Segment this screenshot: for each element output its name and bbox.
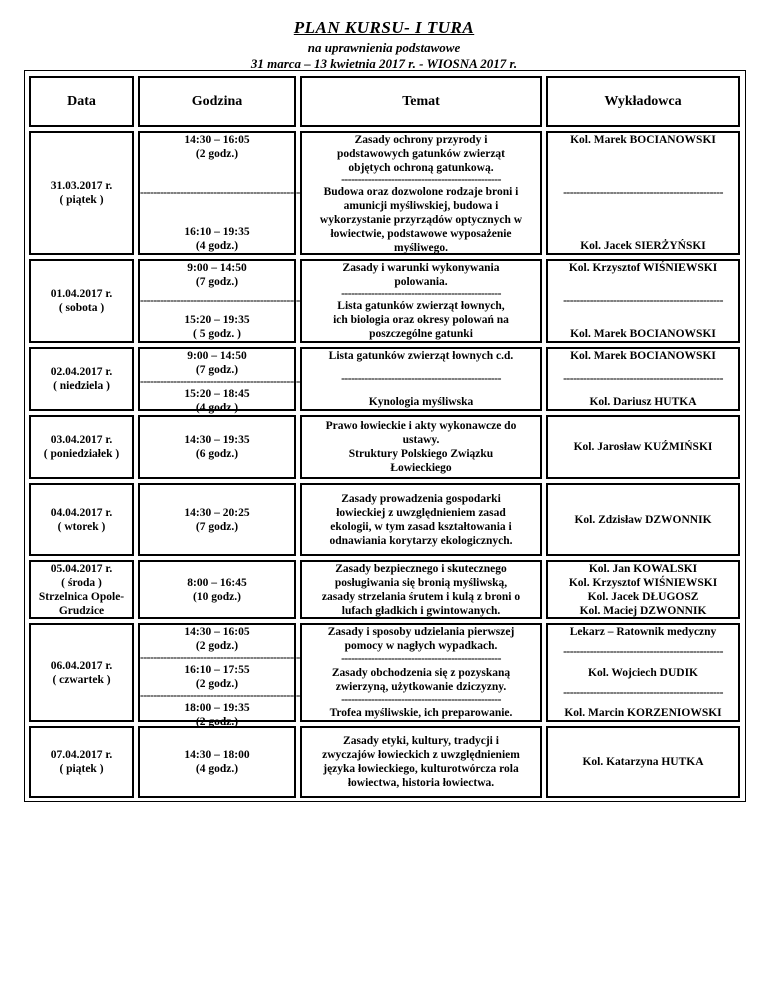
time-part-line: 15:20 – 18:45 [184, 388, 250, 400]
topic-part-line: ekologii, w tym zasad kształtowania i [330, 520, 512, 533]
date-text-line: 06.04.2017 r. [50, 659, 113, 672]
time-part [140, 748, 294, 776]
topic-part-line: amunicji myśliwskiej, budowa i [343, 200, 499, 212]
lecturer-cell [546, 415, 740, 479]
time-part-line: (2 godz.) [195, 678, 239, 690]
time-part-line: 16:10 – 19:35 [184, 226, 250, 238]
separator-dashes: ------------------------------------------------ [563, 187, 723, 199]
time-part-line: 8:00 – 16:45 [187, 576, 247, 589]
topic-part-line: poszczególne gatunki [369, 328, 473, 340]
time-part-line: 14:30 – 18:00 [184, 749, 250, 761]
topic-part [302, 666, 540, 694]
topic-part [302, 261, 540, 289]
topic-cell [300, 623, 542, 722]
topic-part-line: Zasady i warunki wykonywania [342, 262, 500, 274]
time-part-line: (7 godz.) [195, 364, 239, 376]
topic-part [302, 185, 540, 255]
topic-part-line: Trofea myśliwskie, ich preparowanie. [329, 707, 513, 719]
topic-part-line: Prawo łowieckie i akty wykonawcze do [325, 420, 517, 432]
time-part-line: 18:00 – 19:35 [184, 702, 250, 714]
date-cell [29, 726, 134, 798]
time-part [140, 313, 294, 341]
topic-part-line: Lista gatunków zwierząt łownych c.d. [328, 350, 514, 362]
time-part [140, 349, 294, 377]
time-cell [138, 347, 300, 414]
time-part-line: ( 5 godz. ) [193, 328, 241, 340]
header-temat-label: Temat [402, 93, 440, 109]
date-text-line: Strzelnica Opole- [38, 590, 125, 603]
lecturer-part-line: Kol. Jarosław KUŹMIŃSKI [573, 441, 713, 453]
topic-cell [300, 259, 542, 343]
lecturer-part [548, 562, 738, 618]
topic-part-line: Łowieckiego [390, 462, 452, 474]
lecturer-cell [546, 726, 740, 798]
lecturer-part [548, 706, 738, 720]
separator-dashes: ------------------------------------------------ [140, 376, 300, 388]
separator-dashes: ------------------------------------------------ [563, 686, 723, 699]
date-text-line: Grudzice [58, 604, 105, 617]
topic-part-line: lufach gładkich i gwintowanych. [341, 604, 501, 617]
header-wykladowca [546, 76, 740, 127]
separator-dashes: ------------------------------------------------ [563, 373, 723, 385]
topic-part [302, 562, 540, 618]
date-text-line: 01.04.2017 r. [50, 288, 113, 300]
document-subtitle: na uprawnienia podstawowe [307, 40, 461, 55]
topic-part [302, 419, 540, 475]
lecturer-cell [546, 131, 740, 255]
time-part-line: 9:00 – 14:50 [187, 262, 247, 274]
lecturer-cell [546, 623, 740, 722]
topic-part-line: zwierzyną, użytkowanie dziczyzny. [335, 680, 507, 693]
header-godzina-label: Godzina [191, 93, 243, 109]
lecturer-cell [546, 347, 740, 411]
topic-part-line: Zasady bezpiecznego i skutecznego [335, 562, 507, 575]
date-text [31, 433, 132, 461]
lecturer-cell [546, 560, 740, 619]
time-part-line: 15:20 – 19:35 [184, 314, 250, 326]
topic-part-line: podstawowych gatunków zwierząt [336, 148, 506, 160]
date-cell [29, 483, 134, 556]
time-part-line: 14:30 – 19:35 [184, 434, 250, 446]
time-part [140, 433, 294, 461]
topic-part-line: Zasady i sposoby udzielania pierwszej [327, 626, 515, 638]
separator-dashes: ------------------------------------------------ [140, 690, 300, 702]
topic-cell [300, 560, 542, 619]
header-temat [300, 76, 542, 127]
lecturer-part-line: Kol. Marek BOCIANOWSKI [570, 328, 716, 340]
date-text-line: 02.04.2017 r. [50, 366, 113, 378]
lecturer-part [548, 755, 738, 769]
lecturer-part-line: Kol. Zdzisław DZWONNIK [574, 513, 712, 526]
topic-part-line: ich biologia oraz okresy polowań na [333, 314, 509, 326]
lecturer-part-line: Kol. Jan KOWALSKI [588, 562, 698, 575]
topic-part-line: Zasady etyki, kultury, tradycji i [343, 735, 499, 747]
time-cell [138, 623, 300, 728]
date-cell [29, 347, 134, 411]
topic-part-line: pomocy w nagłych wypadkach. [344, 640, 498, 652]
topic-part-line: Zasady ochrony przyrody i [354, 134, 488, 146]
time-part-line: (2 godz.) [195, 716, 239, 728]
lecturer-cell [546, 483, 740, 556]
date-text [31, 748, 132, 776]
topic-part [302, 299, 540, 341]
time-part-line: (7 godz.) [195, 276, 239, 288]
time-cell [138, 726, 296, 798]
topic-part [302, 133, 540, 175]
header-godzina [138, 76, 296, 127]
date-text-line: 03.04.2017 r. [50, 434, 113, 446]
time-part [140, 701, 294, 729]
lecturer-part-line: Kol. Marek BOCIANOWSKI [570, 350, 716, 362]
topic-part [302, 349, 540, 363]
topic-cell [300, 347, 542, 411]
date-text [31, 179, 132, 207]
date-cell [29, 259, 134, 343]
topic-part [302, 395, 540, 409]
date-text-line: ( sobota ) [58, 302, 105, 314]
time-part-line: (7 godz.) [195, 520, 239, 533]
time-part [140, 133, 294, 161]
time-cell [138, 259, 300, 343]
time-part [140, 663, 294, 691]
separator-dashes: ------------------------------------------------ [341, 288, 501, 300]
lecturer-part [548, 513, 738, 527]
lecturer-part-line: Kol. Wojciech DUDIK [588, 666, 698, 679]
topic-part-line: Zasady prowadzenia gospodarki [341, 492, 501, 505]
topic-part-line: ustawy. [402, 434, 440, 446]
date-text-line: ( wtorek ) [57, 520, 106, 533]
lecturer-part [548, 133, 738, 147]
date-text-line: ( środa ) [61, 576, 102, 589]
lecturer-part [548, 625, 738, 639]
time-part [140, 261, 294, 289]
time-part [140, 625, 294, 653]
separator-dashes: ------------------------------------------------ [341, 174, 501, 186]
separator-dashes: ------------------------------------------------ [563, 646, 723, 659]
date-text-line: ( czwartek ) [52, 673, 111, 686]
date-text-line: ( poniedziałek ) [43, 448, 120, 460]
topic-part [302, 734, 540, 790]
date-text-line: 05.04.2017 r. [50, 562, 113, 575]
lecturer-part-line: Kol. Jacek DŁUGOSZ [587, 590, 699, 603]
separator-dashes: ------------------------------------------------ [341, 653, 501, 666]
lecturer-part-line: Lekarz – Ratownik medyczny [569, 626, 717, 638]
time-part-line: (2 godz.) [195, 640, 239, 652]
topic-part-line: Zasady obchodzenia się z pozyskaną [331, 666, 511, 679]
lecturer-part [548, 440, 738, 454]
topic-part-line: polowania. [394, 276, 448, 288]
lecturer-part [548, 666, 738, 680]
separator-dashes: ------------------------------------------------ [140, 187, 300, 199]
topic-part-line: języka łowieckiego, kulturotwórcza rola [323, 763, 519, 775]
separator-dashes: ------------------------------------------------ [140, 295, 300, 307]
lecturer-cell [546, 259, 740, 343]
separator-dashes: ------------------------------------------------ [563, 295, 723, 307]
date-text [31, 287, 132, 315]
topic-part-line: odnawiania korytarzy ekologicznych. [329, 534, 513, 547]
time-part [140, 225, 294, 253]
lecturer-part-line: Kol. Katarzyna HUTKA [582, 756, 704, 768]
date-text-line: 07.04.2017 r. [50, 749, 113, 761]
lecturer-part-line: Kol. Jacek SIERŻYŃSKI [580, 240, 706, 252]
lecturer-part [548, 239, 738, 253]
separator-dashes: ------------------------------------------------ [341, 373, 501, 385]
time-part-line: (4 godz.) [195, 240, 239, 252]
topic-part-line: łowiectwa, historia łowiectwa. [347, 777, 495, 789]
date-text [31, 506, 132, 534]
time-part-line: 9:00 – 14:50 [187, 350, 247, 362]
topic-part-line: Kynologia myśliwska [368, 396, 474, 408]
lecturer-part [548, 349, 738, 363]
header-data [29, 76, 134, 127]
time-part-line: (6 godz.) [195, 448, 239, 460]
header-wykladowca-label: Wykładowca [604, 93, 682, 109]
topic-part-line: objętych ochroną gatunkową. [348, 162, 494, 174]
lecturer-part [548, 395, 738, 409]
topic-cell [300, 415, 542, 479]
topic-part [302, 625, 540, 653]
date-text [31, 562, 132, 618]
topic-part [302, 492, 540, 548]
time-cell [138, 131, 300, 255]
topic-part-line: myśliwego. [394, 242, 448, 254]
date-text-line: ( niedziela ) [53, 380, 110, 392]
date-cell [29, 415, 134, 479]
lecturer-part-line: Kol. Marek BOCIANOWSKI [570, 134, 716, 146]
time-part-line: (10 godz.) [193, 590, 241, 603]
time-cell [138, 415, 296, 479]
date-text-line: 31.03.2017 r. [50, 180, 113, 192]
time-cell [138, 560, 296, 619]
date-cell [29, 623, 134, 722]
topic-part-line: Struktury Polskiego Związku [348, 448, 494, 460]
date-cell [29, 131, 134, 255]
time-part [140, 506, 294, 534]
topic-part-line: zasady strzelania śrutem i kulą z broni o [321, 590, 521, 603]
separator-dashes: ------------------------------------------------ [140, 652, 300, 664]
time-cell [138, 483, 296, 556]
date-text-line: ( piątek ) [59, 194, 104, 206]
separator-dashes: ------------------------------------------------ [341, 693, 501, 706]
time-part-line: (2 godz.) [195, 148, 239, 160]
date-text-line: ( piątek ) [59, 763, 104, 775]
time-part-line: 14:30 – 20:25 [184, 506, 250, 519]
time-part-line: (4 godz.) [195, 402, 239, 414]
lecturer-part-line: Kol. Maciej DZWONNIK [579, 604, 707, 617]
time-part-line: 14:30 – 16:05 [184, 626, 250, 638]
topic-part-line: zwyczajów łowieckich z uwzględnieniem [322, 749, 520, 761]
topic-cell [300, 131, 542, 255]
topic-part-line: łowiectwie, podstawowe wyposażenie [330, 228, 512, 240]
date-text [31, 365, 132, 393]
time-part-line: 16:10 – 17:55 [184, 664, 250, 676]
document-title: PLAN KURSU- I TURA [293, 18, 475, 37]
time-part-line: (4 godz.) [195, 763, 239, 775]
lecturer-part [548, 327, 738, 341]
topic-part-line: łowieckiej z uwzględnieniem zasad [336, 506, 506, 519]
topic-cell [300, 483, 542, 556]
lecturer-part-line: Kol. Dariusz HUTKA [589, 396, 697, 408]
header-data-label: Data [67, 93, 96, 109]
date-text-line: 04.04.2017 r. [50, 506, 113, 519]
topic-part [302, 706, 540, 720]
topic-cell [300, 726, 542, 798]
lecturer-part-line: Kol. Marcin KORZENIOWSKI [564, 707, 722, 719]
topic-part-line: wykorzystanie przyrządów optycznych w [319, 214, 523, 226]
topic-part-line: Lista gatunków zwierząt łownych, [337, 300, 505, 312]
date-cell [29, 560, 134, 619]
lecturer-part-line: Kol. Krzysztof WIŚNIEWSKI [568, 262, 718, 274]
time-part-line: 14:30 – 16:05 [184, 134, 250, 146]
date-text [31, 659, 132, 687]
document-dates: 31 marca – 13 kwietnia 2017 r. - WIOSNA 2017 r. [250, 56, 518, 71]
time-part [140, 576, 294, 604]
topic-part-line: posługiwania się bronią myśliwską, [334, 576, 508, 589]
lecturer-part-line: Kol. Krzysztof WIŚNIEWSKI [568, 576, 718, 589]
topic-part-line: Budowa oraz dozwolone rodzaje broni i [323, 186, 519, 198]
lecturer-part [548, 261, 738, 275]
time-part [140, 387, 294, 415]
